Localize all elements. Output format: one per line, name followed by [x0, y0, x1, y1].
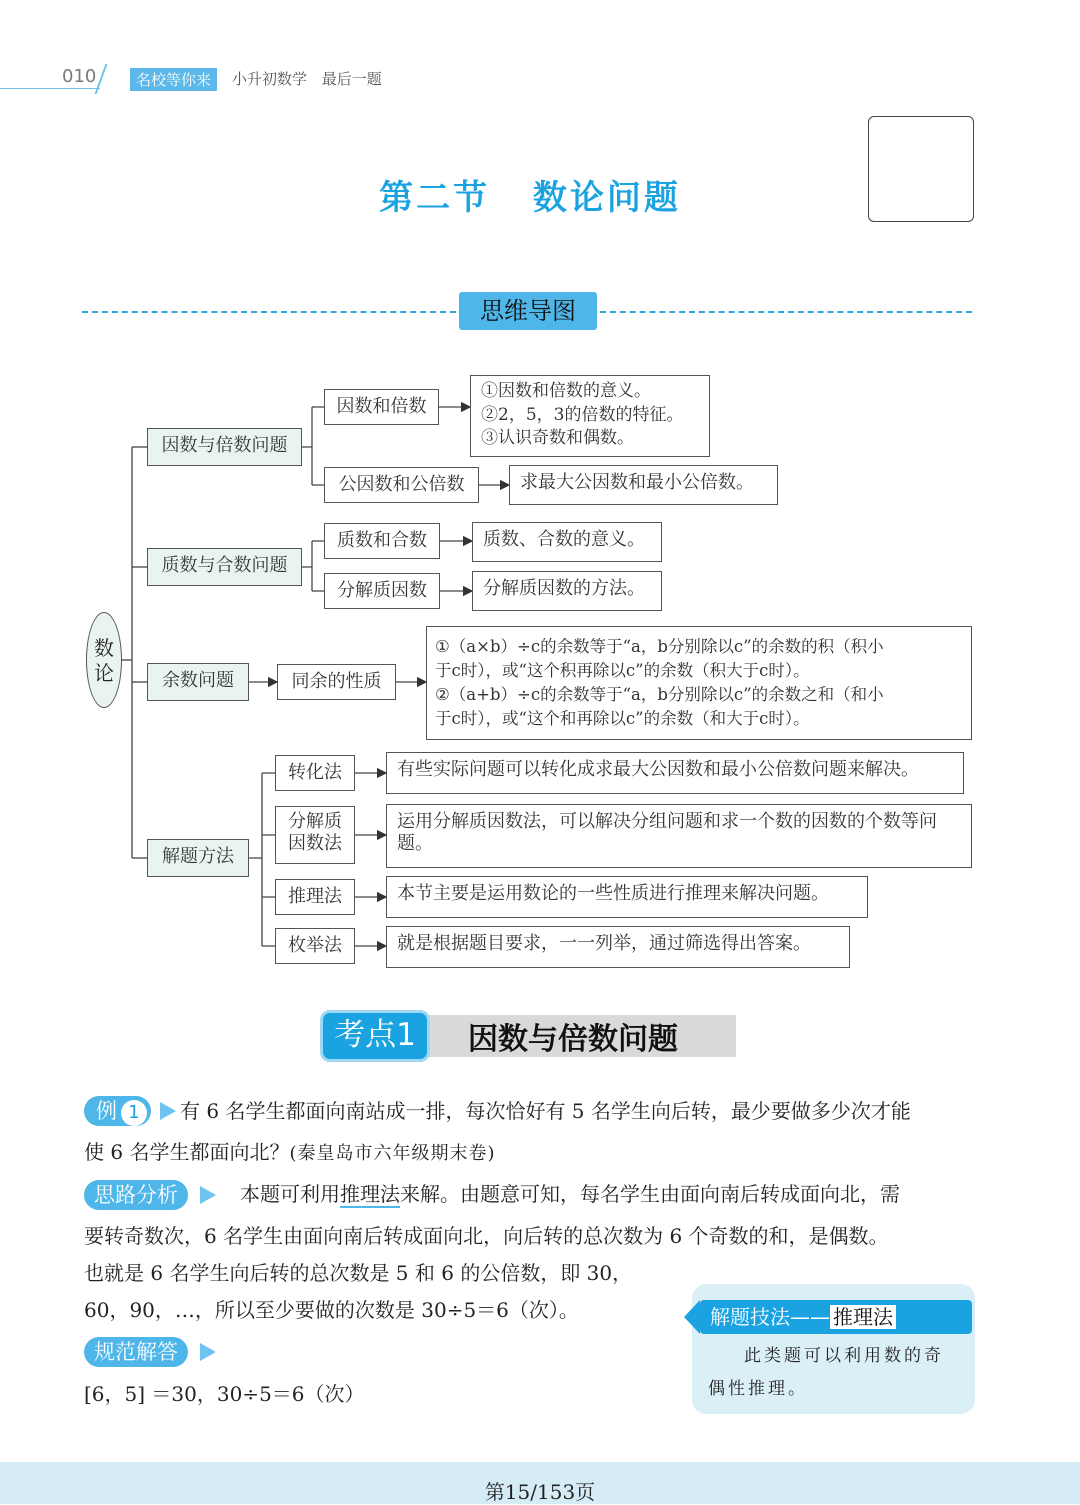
category-remainder: 余数问题	[147, 663, 249, 701]
answer-arrow	[200, 1343, 216, 1361]
node-transform: 转化法	[275, 755, 355, 791]
desc-prime-composite: 质数、合数的意义。	[472, 522, 662, 562]
tip-title-highlight: 推理法	[830, 1305, 896, 1329]
kaodian-title: 因数与倍数问题	[468, 1022, 678, 1057]
tip-title-text: 解题技法——	[710, 1305, 830, 1329]
example-source: (秦皇岛市六年级期末卷)	[289, 1143, 496, 1164]
analysis-highlight: 推理法	[340, 1182, 400, 1206]
kaodian-badge: 考点1	[320, 1010, 430, 1062]
mindmap-root: 数论	[86, 612, 122, 708]
node-factor-method: 分解质因数法	[275, 806, 355, 864]
desc-line: 于c时），或“这个积再除以c”的余数（积大于c时）。	[435, 661, 810, 680]
page-number: 010	[62, 66, 97, 87]
desc-line: ①（a×b）÷c的余数等于“a，b分别除以c”的余数的积（积小	[435, 637, 884, 656]
desc-factorize: 分解质因数的方法。	[472, 571, 662, 611]
desc-line: ③认识奇数和偶数。	[481, 428, 634, 448]
node-enumeration: 枚举法	[275, 928, 355, 964]
section-title: 第二节 数论问题	[379, 178, 681, 218]
category-factors-multiples: 因数与倍数问题	[147, 428, 302, 466]
analysis-text: 本题可利用	[240, 1182, 340, 1206]
desc-transform: 有些实际问题可以转化成求最大公因数和最小公倍数问题来解决。	[386, 752, 964, 794]
analysis-text: 来解。由题意可知，每名学生由面向南后转成面向北，需	[400, 1182, 900, 1206]
node-factors-multiples: 因数和倍数	[324, 389, 439, 425]
example-text-2: 使 6 名学生都面向北？	[84, 1140, 290, 1164]
node-factorize: 分解质因数	[324, 573, 440, 609]
node-reasoning: 推理法	[275, 879, 355, 915]
analysis-badge: 思路分析	[84, 1180, 188, 1210]
desc-factor-method: 运用分解质因数法，可以解决分组问题和求一个数的因数的个数等问题。	[386, 804, 972, 868]
category-prime-composite: 质数与合数问题	[147, 548, 302, 586]
analysis-line-3: 也就是 6 名学生向后转的总次数是 5 和 6 的公倍数，即 30，	[84, 1261, 633, 1285]
analysis-line-4: 60，90，…，所以至少要做的次数是 30÷5＝6（次）。	[84, 1298, 579, 1322]
example-badge	[84, 1096, 151, 1126]
tip-title	[700, 1300, 972, 1334]
desc-reasoning: 本节主要是运用数论的一些性质进行推理来解决问题。	[386, 876, 868, 918]
desc-common: 求最大公因数和最小公倍数。	[509, 465, 778, 505]
book-subtitle: 小升初数学 最后一题	[232, 70, 382, 88]
desc-line: ②（a+b）÷c的余数等于“a，b分别除以c”的余数之和（和小	[435, 685, 884, 704]
answer-text: [6，5] ＝30，30÷5＝6（次）	[84, 1382, 365, 1406]
desc-congruence	[426, 626, 972, 740]
mindmap-heading: 思维导图	[459, 292, 597, 330]
node-common: 公因数和公倍数	[324, 467, 479, 503]
desc-line: ②2，5，3的倍数的特征。	[481, 404, 684, 425]
page-indicator: 第15/153页	[484, 1480, 596, 1504]
node-prime-composite: 质数和合数	[324, 523, 440, 559]
desc-enumeration: 就是根据题目要求，一一列举，通过筛选得出答案。	[386, 926, 850, 968]
node-congruence: 同余的性质	[277, 664, 396, 700]
desc-factors-multiples	[470, 375, 710, 457]
series-badge: 名校等你来	[130, 68, 217, 91]
category-solving-methods: 解题方法	[147, 839, 249, 877]
desc-line: ①因数和倍数的意义。	[481, 381, 651, 401]
tip-text: 此类题可以利用数的奇偶性推理。	[708, 1346, 944, 1399]
analysis-arrow	[200, 1186, 216, 1204]
example-label: 例	[96, 1099, 117, 1123]
answer-badge: 规范解答	[84, 1337, 188, 1367]
analysis-line-2: 要转奇数次，6 名学生由面向南后转成面向北，向后转的总次数为 6 个奇数的和，是偶数。	[84, 1224, 889, 1248]
example-line-2	[84, 1131, 496, 1175]
example-number: 1	[121, 1100, 147, 1126]
desc-line: 于c时），或“这个和再除以c”的余数（和大于c时）。	[435, 709, 810, 728]
example-arrow	[160, 1102, 176, 1120]
analysis-line-1	[240, 1173, 900, 1215]
tip-chevron	[684, 1300, 700, 1334]
example-line-1: 有 6 名学生都面向南站成一排，每次恰好有 5 名学生向后转，最少要做多少次才能	[180, 1099, 911, 1123]
